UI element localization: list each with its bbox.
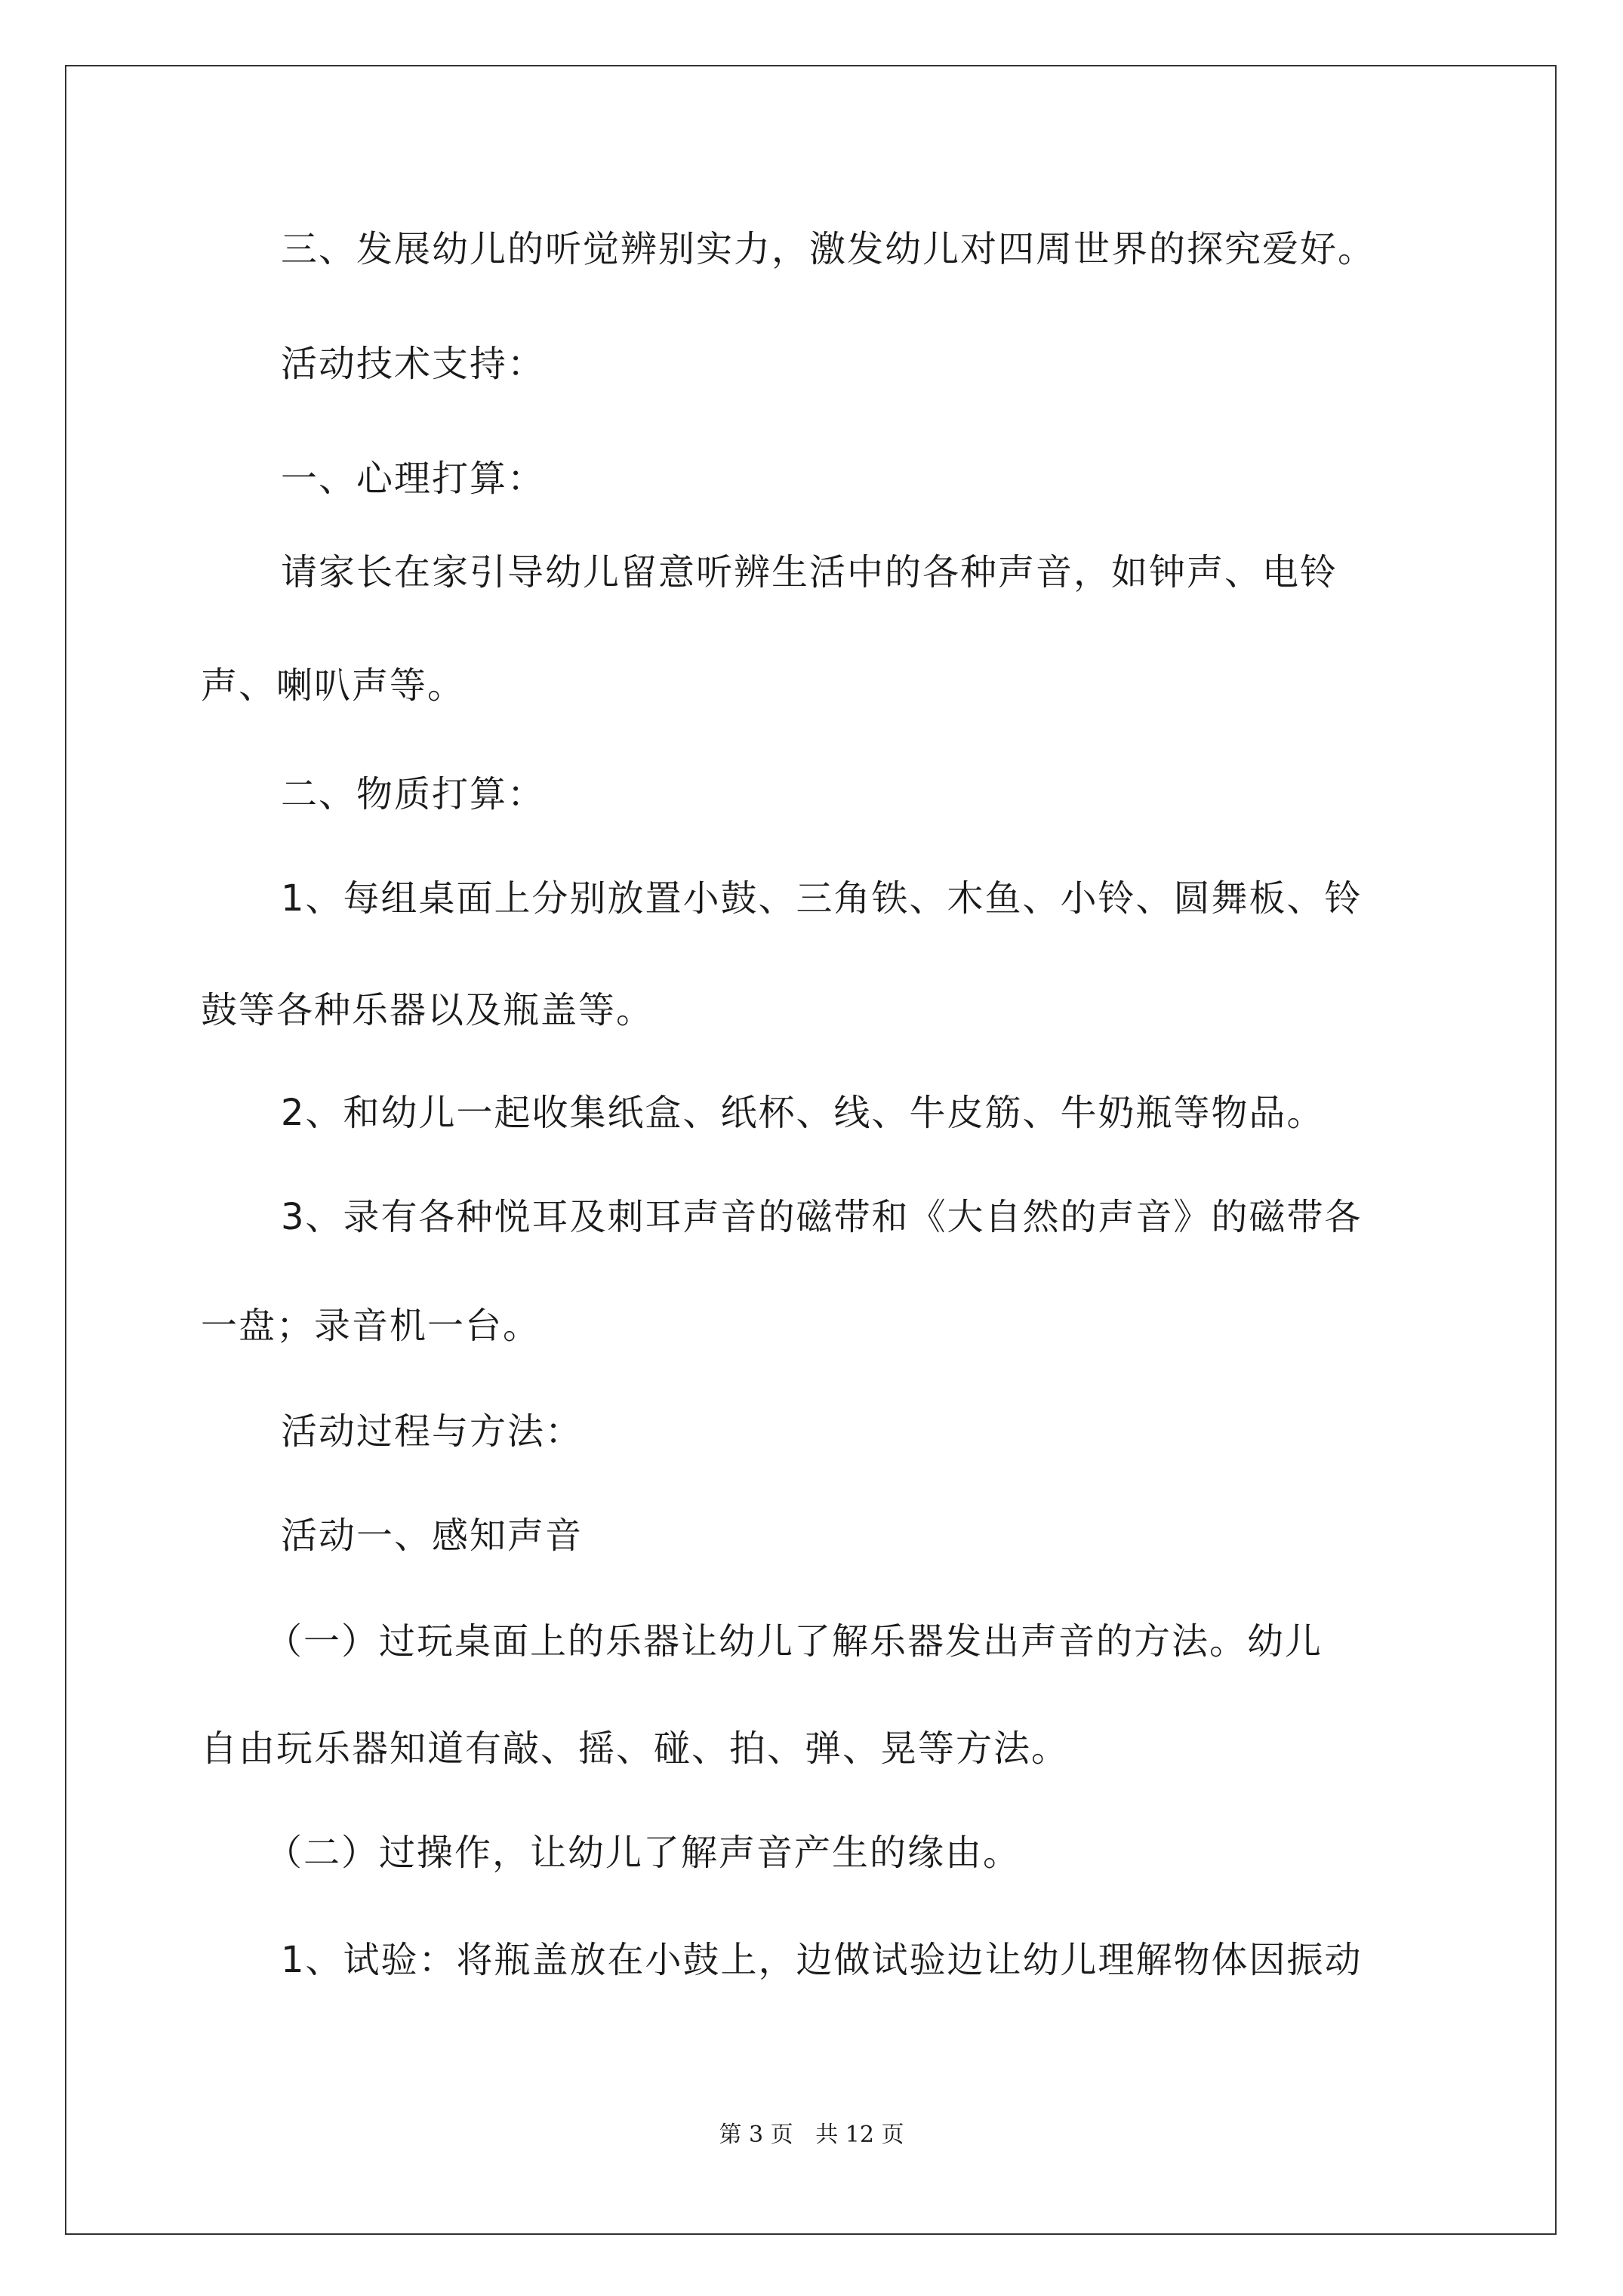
paragraph-line: 3、录有各种悦耳及刺耳声音的磁带和《大自然的声音》的磁带各 xyxy=(281,1196,1363,1238)
paragraph-line: 鼓等各种乐器以及瓶盖等。 xyxy=(201,989,654,1031)
section-heading: 活动过程与方法： xyxy=(281,1410,584,1453)
paragraph-line: （一）过玩桌面上的乐器让幼儿了解乐器发出声音的方法。幼儿 xyxy=(266,1620,1323,1663)
paragraph-line: 声、喇叭声等。 xyxy=(201,664,466,707)
paragraph-line: 请家长在家引导幼儿留意听辨生活中的各种声音，如钟声、电铃 xyxy=(281,551,1338,593)
paragraph-line: 三、发展幼儿的听觉辨别实力，激发幼儿对四周世界的探究爱好。 xyxy=(281,228,1376,270)
paragraph-line: 1、试验：将瓶盖放在小鼓上，边做试验边让幼儿理解物体因振动 xyxy=(281,1939,1363,1981)
paragraph-line: 1、每组桌面上分别放置小鼓、三角铁、木鱼、小铃、圆舞板、铃 xyxy=(281,877,1363,920)
paragraph-line: （二）过操作，让幼儿了解声音产生的缘由。 xyxy=(266,1832,1021,1874)
page-number: 第 3 页 xyxy=(719,2122,793,2148)
page-total: 共 12 页 xyxy=(815,2122,904,2148)
page-border xyxy=(65,65,1557,2235)
paragraph-line: 2、和幼儿一起收集纸盒、纸杯、线、牛皮筋、牛奶瓶等物品。 xyxy=(281,1092,1325,1134)
section-heading: 一、心理打算： xyxy=(281,458,546,500)
section-heading: 活动一、感知声音 xyxy=(281,1515,584,1557)
section-heading: 二、物质打算： xyxy=(281,773,546,815)
section-heading: 活动技术支持： xyxy=(281,343,546,385)
page-footer xyxy=(0,2120,1623,2150)
paragraph-line: 自由玩乐器知道有敲、摇、碰、拍、弹、晃等方法。 xyxy=(201,1727,1070,1770)
paragraph-line: 一盘；录音机一台。 xyxy=(201,1305,541,1347)
